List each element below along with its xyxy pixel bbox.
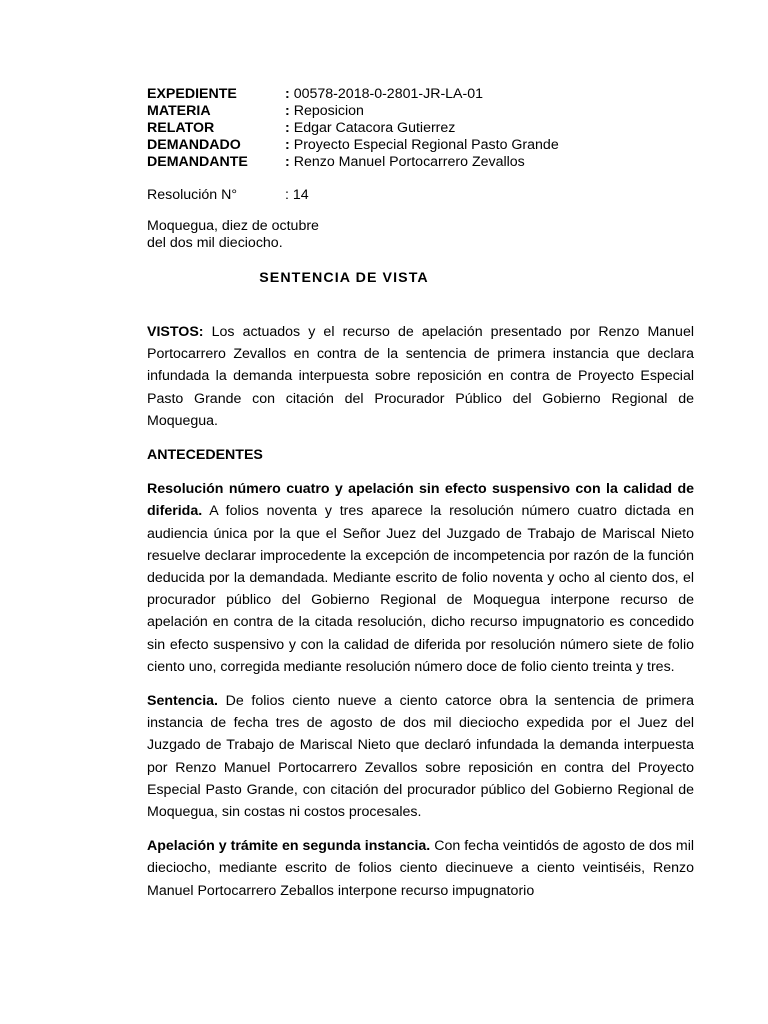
place-date-line: del dos mil dieciocho.: [147, 235, 283, 251]
vistos-paragraph: [147, 321, 694, 432]
document-body: [147, 321, 694, 914]
field-colon: :: [285, 154, 290, 170]
paragraph-text: Con fecha veintidós de agosto de dos mil dieciocho, mediante escrito de folios ciento diecinueve a ciento veintiséis, Renzo Manuel Portocarrero Zeballos interpone recurso impugnatorio: [147, 838, 694, 899]
place-date: [147, 218, 319, 252]
field-label: DEMANDANTE: [147, 154, 248, 170]
field-value: 00578-2018-0-2801-JR-LA-01: [293, 86, 484, 102]
field-colon: :: [285, 86, 290, 102]
paragraph-apelacion: [147, 835, 694, 902]
resolution-label: Resolución N°: [147, 187, 238, 203]
field-value: Proyecto Especial Regional Pasto Grande: [293, 137, 559, 153]
field-materia: [147, 103, 559, 120]
field-expediente: [147, 86, 559, 103]
field-label: DEMANDADO: [147, 137, 241, 153]
field-colon: :: [285, 137, 290, 153]
resolution-value: : 14: [285, 187, 309, 203]
paragraph-text: A folios noventa y tres aparece la resolución número cuatro dictada en audiencia única por la que el Señor Juez del Juzgado de Trabajo de Mariscal Nieto resuelve declarar improcedente la excepción de incompetencia por razón de la función deducida por la demandada. Mediante escrito de folio noventa y ocho al ciento dos, el procurador público del Gobierno Regional de Moquegua interpone recurso de apelación en contra de la citada resolución, dicho recurso impugnatorio es concedido sin efecto suspensivo y con la calidad de diferida por resolución número siete de folio ciento uno, corregida mediante resolución número doce de folio ciento treinta y tres.: [147, 503, 694, 675]
field-colon: :: [285, 120, 290, 136]
field-colon: :: [285, 103, 290, 119]
field-label: RELATOR: [147, 120, 215, 136]
field-relator: [147, 120, 559, 137]
antecedentes-heading: ANTECEDENTES: [147, 447, 263, 464]
paragraph-sentencia: [147, 690, 694, 823]
field-label: EXPEDIENTE: [147, 86, 237, 102]
resolution-number: [147, 187, 309, 203]
vistos-label: VISTOS:: [147, 324, 204, 340]
field-demandado: [147, 137, 559, 154]
vistos-text: Los actuados y el recurso de apelación presentado por Renzo Manuel Portocarrero Zevallos en contra de la sentencia de primera instancia que declara infundada la demanda interpuesta sobre reposición en contra de Proyecto Especial Pasto Grande con citación del Procurador Público del Gobierno Regional de Moquegua.: [147, 324, 694, 429]
paragraph-label: Sentencia.: [147, 693, 218, 710]
paragraph-text: De folios ciento nueve a ciento catorce obra la sentencia de primera instancia de fecha tres de agosto de dos mil dieciocho expedida por el Juez del Juzgado de Trabajo de Mariscal Nieto que declaró infundada la demanda interpuesta por Renzo Manuel Portocarrero Zevallos sobre reposición en contra del Proyecto Especial Pasto Grande, con citación del procurador público del Gobierno Regional de Moquegua, sin costas ni costos procesales.: [147, 693, 694, 821]
case-header: [147, 86, 559, 171]
field-label: MATERIA: [147, 103, 211, 119]
field-value: Renzo Manuel Portocarrero Zevallos: [293, 154, 525, 170]
field-value: Reposicion: [293, 103, 364, 119]
paragraph-label: Apelación y trámite en segunda instancia.: [147, 838, 431, 855]
paragraph-label: Resolución número cuatro y apelación sin efecto suspensivo con la calidad de diferida.: [147, 481, 694, 520]
field-value: Edgar Catacora Gutierrez: [293, 120, 456, 136]
paragraph-resolucion: [147, 478, 694, 678]
document-title: SENTENCIA DE VISTA: [259, 270, 429, 286]
field-demandante: [147, 154, 559, 171]
place-date-line: Moquegua, diez de octubre: [147, 218, 319, 234]
